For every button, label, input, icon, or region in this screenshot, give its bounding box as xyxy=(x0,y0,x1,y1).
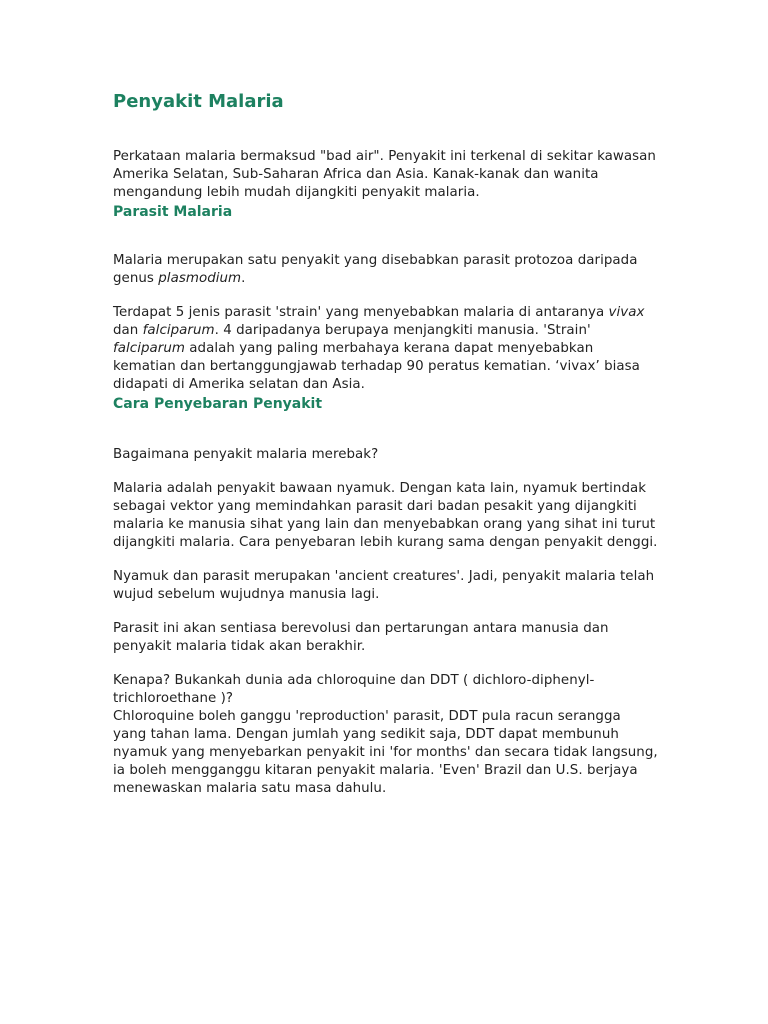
section-heading-penyebaran: Cara Penyebaran Penyakit xyxy=(113,396,323,412)
document-page xyxy=(113,90,658,798)
text-span: . xyxy=(241,271,246,286)
page-title: Penyakit Malaria xyxy=(113,91,284,112)
paragraph-5-line-1: Kenapa? Bukankah dunia ada chloroquine dan DDT ( dichloro-diphenyl-trichloroethane )? xyxy=(113,673,595,706)
italic-term: plasmodium xyxy=(158,271,242,286)
parasit-paragraph-1 xyxy=(113,252,658,288)
penyebaran-paragraph-4: Parasit ini akan sentiasa berevolusi dan pertarungan antara manusia dan penyakit malaria tidak akan berakhir. xyxy=(113,621,609,654)
paragraph-5-line-2: Chloroquine boleh ganggu 'reproduction' parasit, DDT pula racun serangga yang tahan lama. Dengan jumlah yang sedikit saja, DDT dapat membunuh nyamuk yang menyebarkan penyakit ini 'for months' dan secara tidak langsung, ia boleh mengganggu kitaran penyakit malaria. 'Even' Brazil dan U.S. berjaya menewaskan malaria satu masa dahulu. xyxy=(113,709,658,796)
penyebaran-paragraph-3: Nyamuk dan parasit merupakan 'ancient creatures'. Jadi, penyakit malaria telah wujud sebelum wujudnya manusia lagi. xyxy=(113,569,655,602)
text-span: . 4 daripadanya berupaya menjangkiti manusia. 'Strain' xyxy=(214,323,591,338)
penyebaran-paragraph-1: Bagaimana penyakit malaria merebak? xyxy=(113,447,379,462)
italic-term: falciparum xyxy=(113,341,185,356)
penyebaran-paragraph-5 xyxy=(113,672,658,798)
text-span: adalah yang paling merbahaya kerana dapat menyebabkan kematian dan bertanggungjawab terhadap 90 peratus kematian. ‘vivax’ biasa didapati di Amerika selatan dan Asia. xyxy=(113,341,640,392)
intro-paragraph: Perkataan malaria bermaksud "bad air". Penyakit ini terkenal di sekitar kawasan Amerika Selatan, Sub-Saharan Africa dan Asia. Kanak-kanak dan wanita mengandung lebih mudah dijangkiti penyakit malaria. xyxy=(113,149,656,200)
text-span: Malaria merupakan satu penyakit yang disebabkan parasit protozoa daripada genus xyxy=(113,253,638,286)
italic-term: falciparum xyxy=(142,323,215,338)
penyebaran-paragraph-2: Malaria adalah penyakit bawaan nyamuk. Dengan kata lain, nyamuk bertindak sebagai vektor yang memindahkan parasit dari badan pesakit yang dijangkiti malaria ke manusia sihat yang lain dan menyebabkan orang yang sihat ini turut dijangkiti malaria. Cara penyebaran lebih kurang sama dengan penyakit denggi. xyxy=(113,481,658,550)
italic-term: vivax xyxy=(608,305,645,320)
parasit-paragraph-2 xyxy=(113,304,658,394)
section-heading-parasit: Parasit Malaria xyxy=(113,204,233,220)
text-span: dan xyxy=(113,323,143,338)
text-span: Terdapat 5 jenis parasit 'strain' yang menyebabkan malaria di antaranya xyxy=(113,305,609,320)
